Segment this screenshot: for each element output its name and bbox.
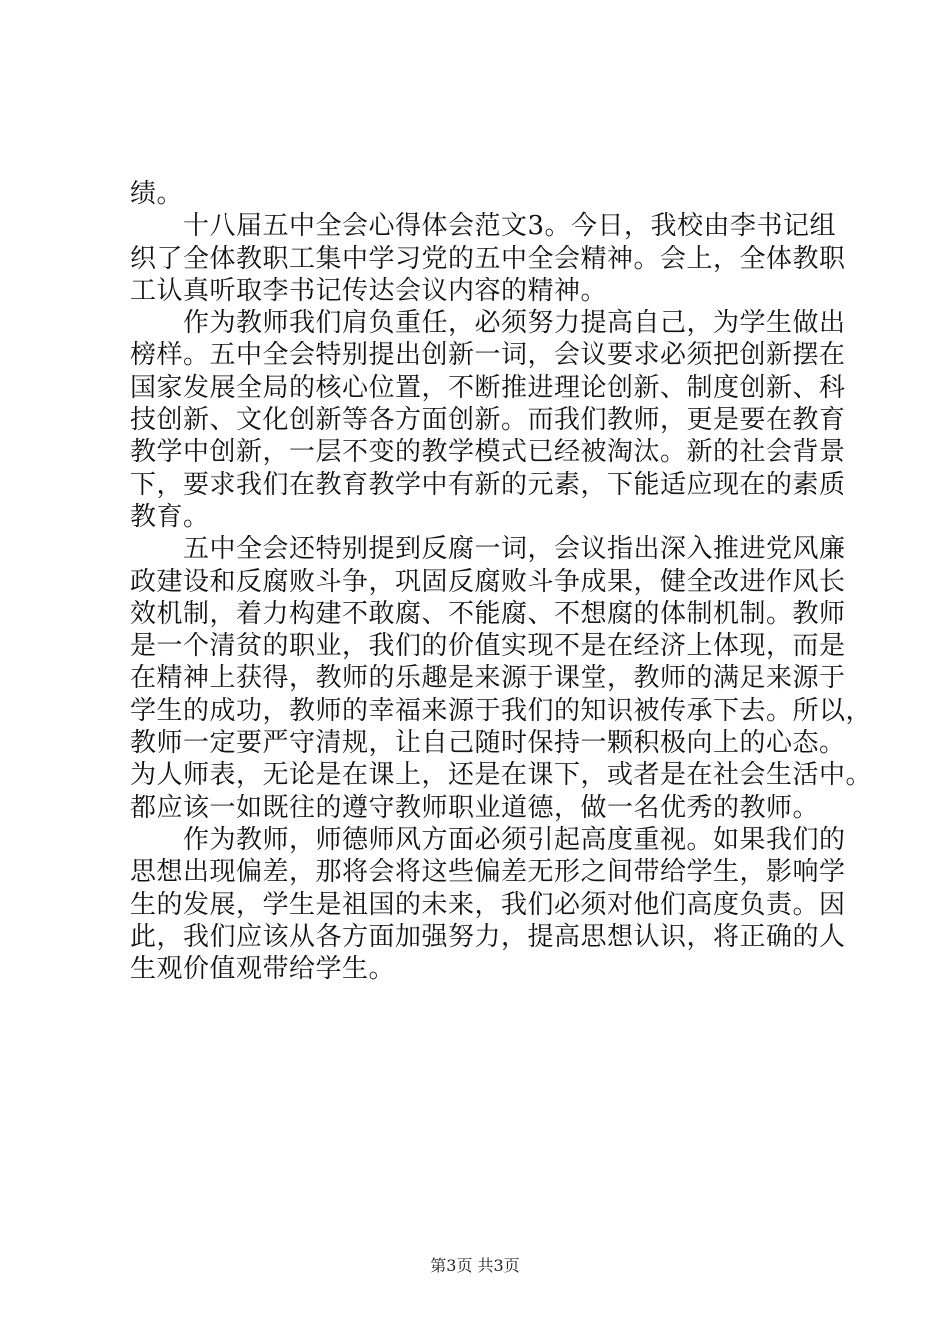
text-line: 榜样。五中全会特别提出创新一词，会议要求必须把创新摆在 <box>130 340 846 371</box>
text-line: 在精神上获得，教师的乐趣是来源于课堂，教师的满足来源于 <box>130 663 846 694</box>
text-line: 效机制，着力构建不敢腐、不能腐、不想腐的体制机制。教师 <box>130 598 846 629</box>
text-line: 绩。 <box>130 179 184 209</box>
text-line: 五中全会还特别提到反腐一词，会议指出深入推进党风廉 <box>183 534 846 565</box>
paragraph <box>130 178 830 210</box>
text-line: 都应该一如既往的遵守教师职业道德，做一名优秀的教师。 <box>130 792 820 823</box>
text-line: 思想出现偏差，那将会将这些偏差无形之间带给学生，影响学 <box>130 857 846 888</box>
text-line: 为人师表，无论是在课上，还是在课下，或者是在社会生活中。 <box>130 760 873 791</box>
text-line: 学生的成功，教师的幸福来源于我们的知识被传承下去。所以， <box>130 695 873 726</box>
document-body <box>130 178 873 985</box>
text-line: 教育。 <box>130 501 210 532</box>
page-number-label: 第3页 共3页 <box>430 1256 520 1275</box>
text-line: 作为教师，师德师风方面必须引起高度重视。如果我们的 <box>183 824 846 855</box>
paragraph <box>130 210 846 307</box>
text-line: 此，我们应该从各方面加强努力，提高思想认识，将正确的人 <box>130 921 846 952</box>
text-line: 生观价值观带给学生。 <box>130 954 396 985</box>
paragraph <box>130 533 873 824</box>
text-line: 作为教师我们肩负重任，必须努力提高自己，为学生做出 <box>183 308 846 339</box>
text-line: 是一个清贫的职业，我们的价值实现不是在经济上体现，而是 <box>130 631 846 662</box>
text-line: 生的发展，学生是祖国的未来，我们必须对他们高度负责。因 <box>130 889 846 920</box>
paragraph <box>130 824 846 985</box>
page-footer <box>0 1253 950 1276</box>
paragraph <box>130 307 846 533</box>
text-line: 下，要求我们在教育教学中有新的元素，下能适应现在的素质 <box>130 469 846 500</box>
text-line: 教学中创新，一层不变的教学模式已经被淘汰。新的社会背景 <box>130 437 846 468</box>
text-line: 织了全体教职工集中学习党的五中全会精神。会上，全体教职 <box>130 243 846 274</box>
text-line: 国家发展全局的核心位置，不断推进理论创新、制度创新、科 <box>130 372 846 403</box>
text-line: 教师一定要严守清规，让自己随时保持一颗积极向上的心态。 <box>130 728 846 759</box>
text-line: 工认真听取李书记传达会议内容的精神。 <box>130 275 608 306</box>
text-line: 十八届五中全会心得体会范文3。今日，我校由李书记组 <box>183 211 837 242</box>
text-line: 技创新、文化创新等各方面创新。而我们教师，更是要在教育 <box>130 405 846 436</box>
text-line: 政建设和反腐败斗争，巩固反腐败斗争成果，健全改进作风长 <box>130 566 846 597</box>
